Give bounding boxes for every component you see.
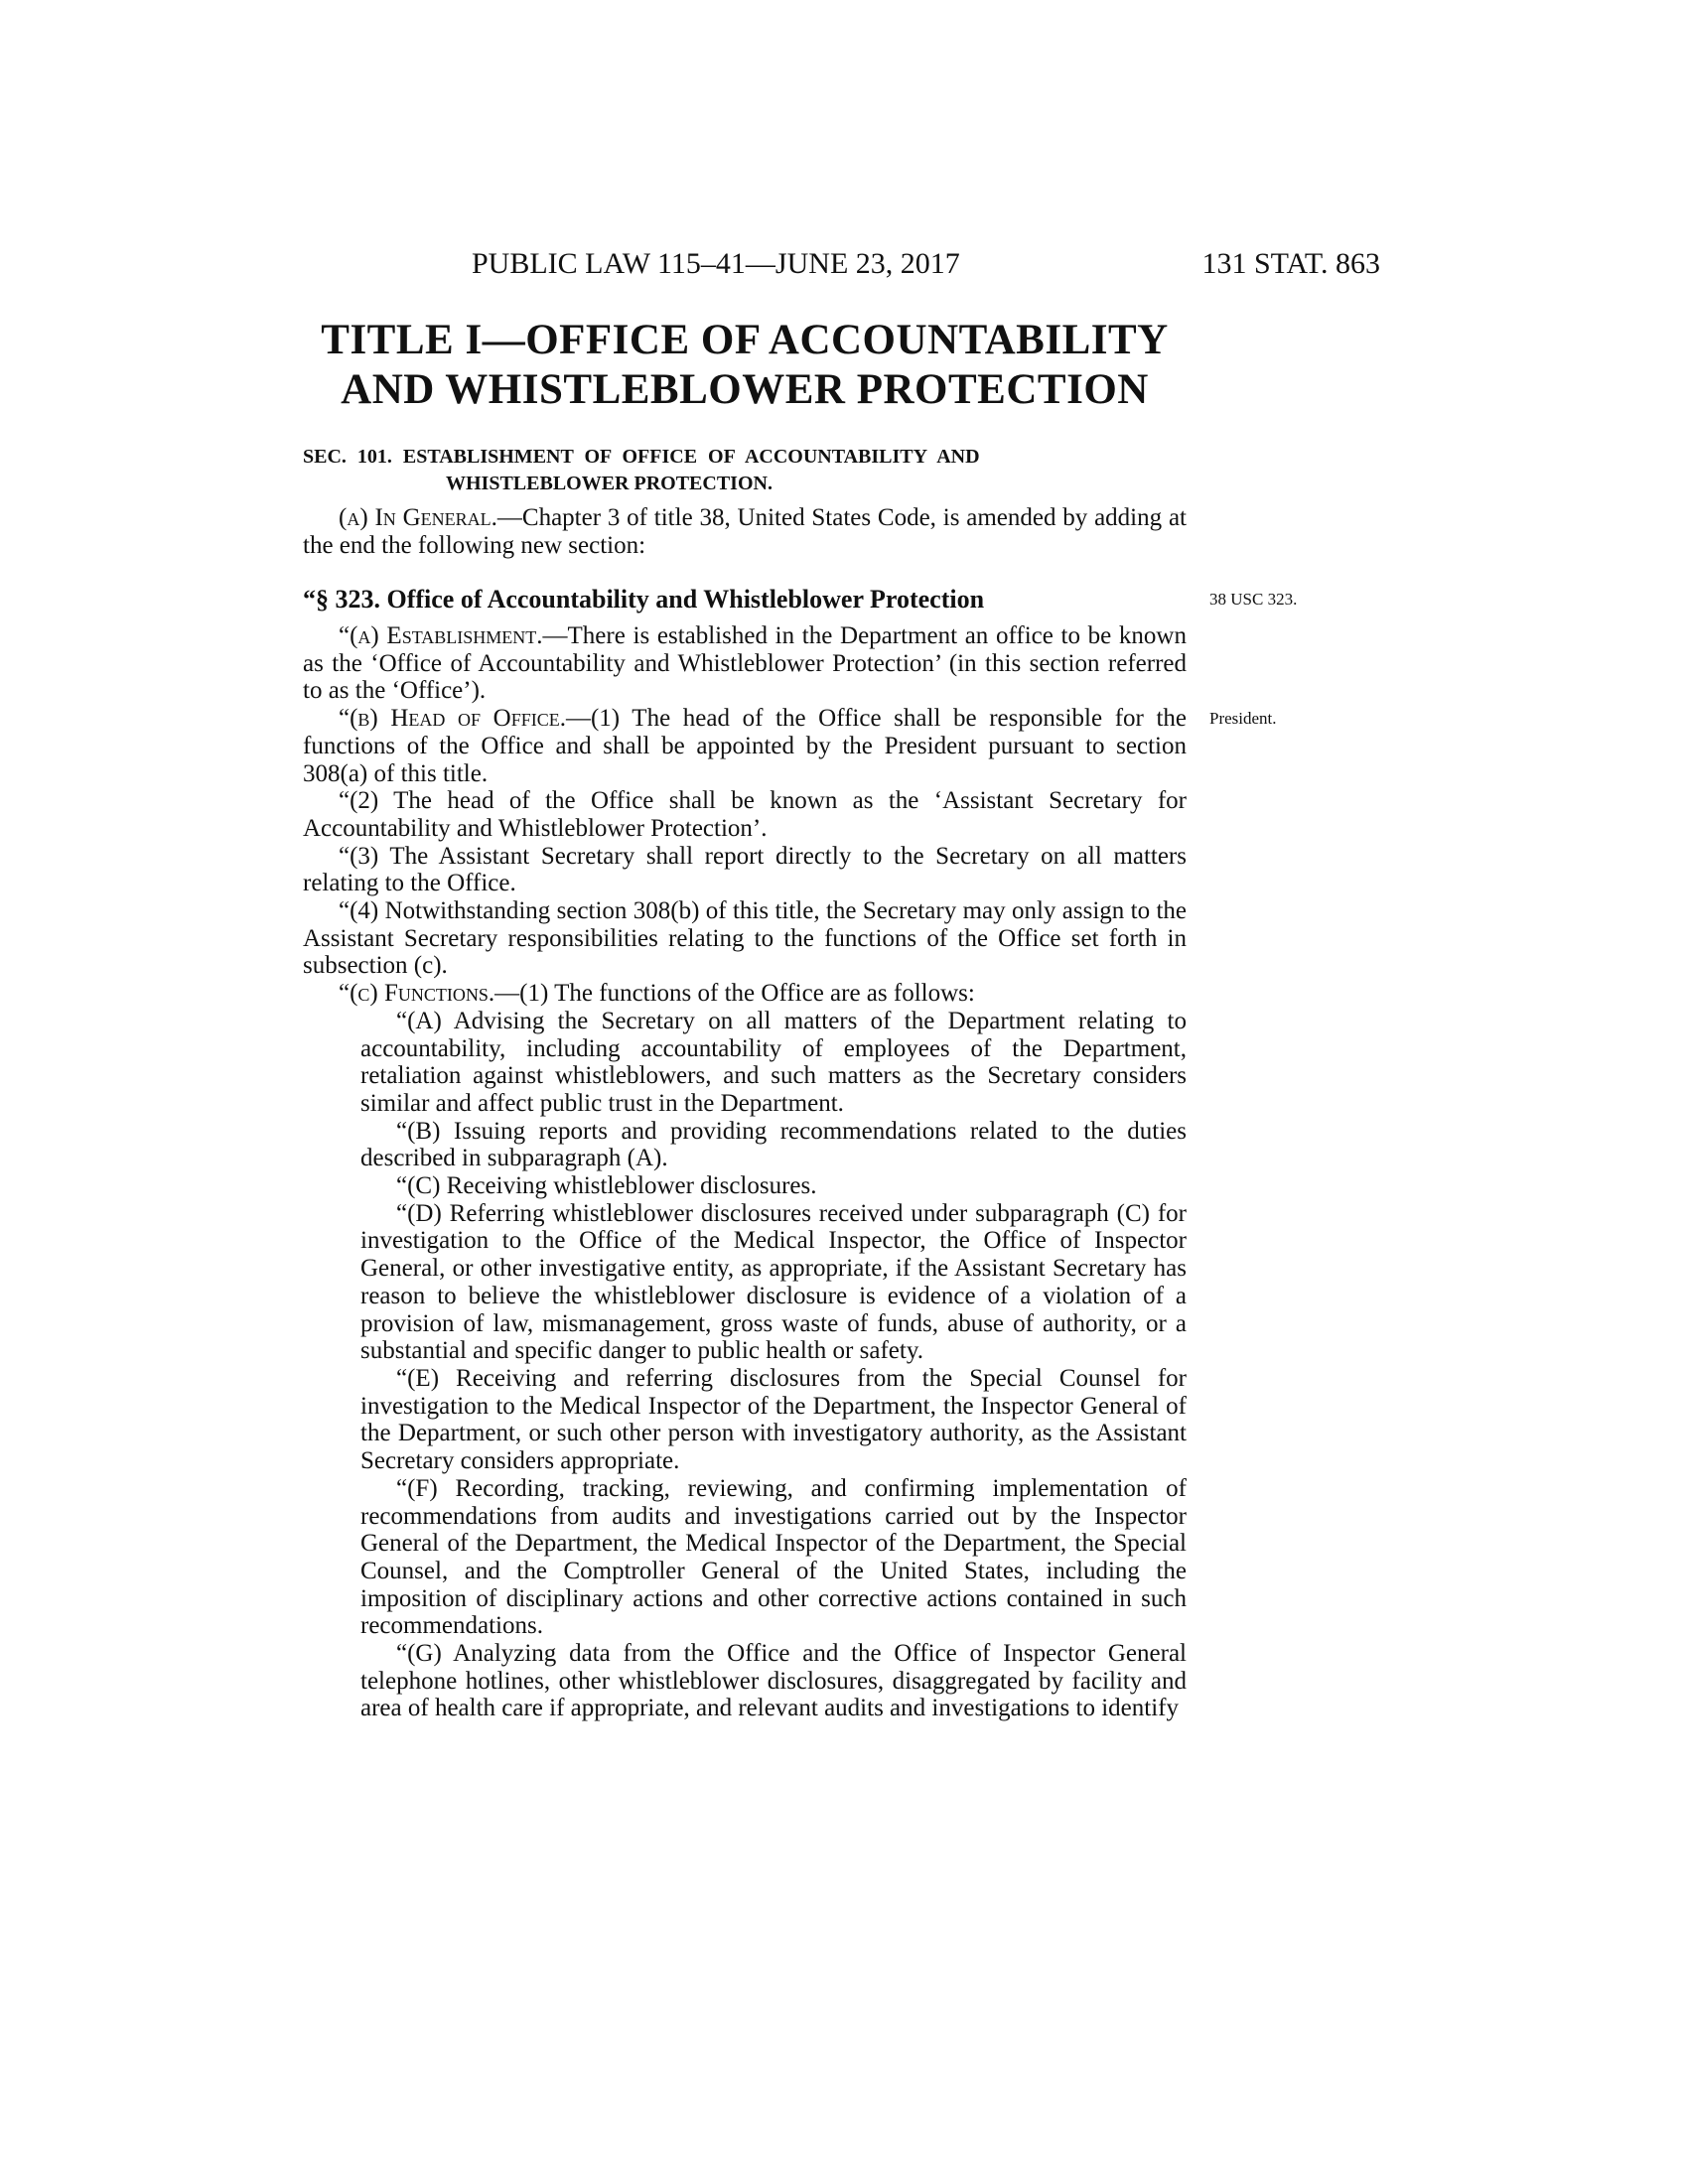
paragraph-b-label: “(b) Head of Office. bbox=[339, 705, 566, 733]
running-title: PUBLIC LAW 115–41—JUNE 23, 2017 bbox=[472, 247, 960, 280]
new-section-heading: “§ 323. Office of Accountability and Whistleblower Protection bbox=[303, 585, 985, 614]
paragraph-c-label: “(c) Functions. bbox=[339, 980, 495, 1008]
title-line-1: TITLE I—OFFICE OF ACCOUNTABILITY bbox=[321, 317, 1169, 363]
intro-label: (a) In General. bbox=[339, 504, 497, 531]
section-heading-line-2: WHISTLEBLOWER PROTECTION. bbox=[446, 473, 773, 494]
subparagraph-A: “(A) Advising the Secretary on all matters of the Department relating to accountability, including accountability of employees of the Department, retaliation against whistleblowers, and such matters as the Secretary considers similar and affect public trust in the Department. bbox=[360, 1007, 1187, 1117]
paragraph-b2: “(2) The head of the Office shall be known as the ‘Assistant Secretary for Accountability and Whistleblower Protection’. bbox=[303, 787, 1187, 842]
page-reference: 131 STAT. 863 bbox=[1201, 247, 1380, 280]
paragraph-a-label: “(a) Establishment. bbox=[339, 622, 543, 649]
section-heading-line-1: SEC. 101. ESTABLISHMENT OF OFFICE OF ACCOUNTABILITY AND bbox=[303, 446, 980, 468]
paragraph-b-text: —(1) The head of the Office shall be responsible for the functions of the Office and shall be appointed by the President pursuant to section 308(a) of this title. bbox=[303, 705, 1188, 787]
section-body bbox=[303, 622, 1187, 1722]
running-head bbox=[298, 246, 1380, 282]
paragraph-a bbox=[303, 622, 1187, 705]
subparagraph-E: “(E) Receiving and referring disclosures from the Special Counsel for investigation to the Medical Inspector of the Department, the Inspector General of the Department, or such other person with investigatory authority, as the Assistant Secretary considers appropriate. bbox=[360, 1364, 1187, 1475]
margin-note-president: President. bbox=[1209, 709, 1277, 728]
intro-paragraph bbox=[303, 504, 1187, 559]
paragraph-a-text: —There is established in the Department an office to be known as the ‘Office of Accountability and Whistleblower Protection’ (in this section referred to as the ‘Office’). bbox=[303, 622, 1187, 705]
subparagraph-B: “(B) Issuing reports and providing recommendations related to the duties described in subparagraph (A). bbox=[360, 1117, 1187, 1172]
title-line-2: AND WHISTLEBLOWER PROTECTION bbox=[341, 366, 1149, 413]
intro-text: —Chapter 3 of title 38, United States Code, is amended by adding at the end the following new section: bbox=[303, 504, 1187, 559]
title-heading bbox=[298, 316, 1192, 415]
section-heading bbox=[303, 444, 1187, 497]
paragraph-b bbox=[303, 705, 1187, 787]
paragraph-b3: “(3) The Assistant Secretary shall report directly to the Secretary on all matters relating to the Office. bbox=[303, 842, 1187, 897]
paragraph-b4: “(4) Notwithstanding section 308(b) of this title, the Secretary may only assign to the Assistant Secretary responsibilities relating to the functions of the Office set forth in subsection (c). bbox=[303, 897, 1187, 980]
paragraph-c bbox=[303, 980, 1187, 1008]
paragraph-c-text: —(1) The functions of the Office are as follows: bbox=[494, 980, 975, 1008]
subparagraph-D: “(D) Referring whistleblower disclosures received under subparagraph (C) for investigation to the Office of the Medical Inspector, the Office of Inspector General, or other investigative entity, as appropriate, if the Assistant Secretary has reason to believe the whistleblower disclosure is evidence of a violation of a provision of law, mismanagement, gross waste of funds, abuse of authority, or a substantial and specific danger to public health or safety. bbox=[360, 1199, 1187, 1365]
subparagraph-C: “(C) Receiving whistleblower disclosures. bbox=[396, 1172, 817, 1200]
subparagraph-F: “(F) Recording, tracking, reviewing, and confirming implementation of recommendations from audits and investigations carried out by the Inspector General of the Department, the Medical Inspector of the Department, the Special Counsel, and the Comptroller General of the United States, including the imposition of disciplinary actions and other corrective actions contained in such recommendations. bbox=[360, 1474, 1187, 1640]
margin-note-usc: 38 USC 323. bbox=[1209, 590, 1298, 609]
subparagraph-G: “(G) Analyzing data from the Office and the Office of Inspector General telephone hotlines, other whistleblower disclosures, disaggregated by facility and area of health care if appropriate, and relevant audits and investigations to identify bbox=[360, 1640, 1187, 1722]
